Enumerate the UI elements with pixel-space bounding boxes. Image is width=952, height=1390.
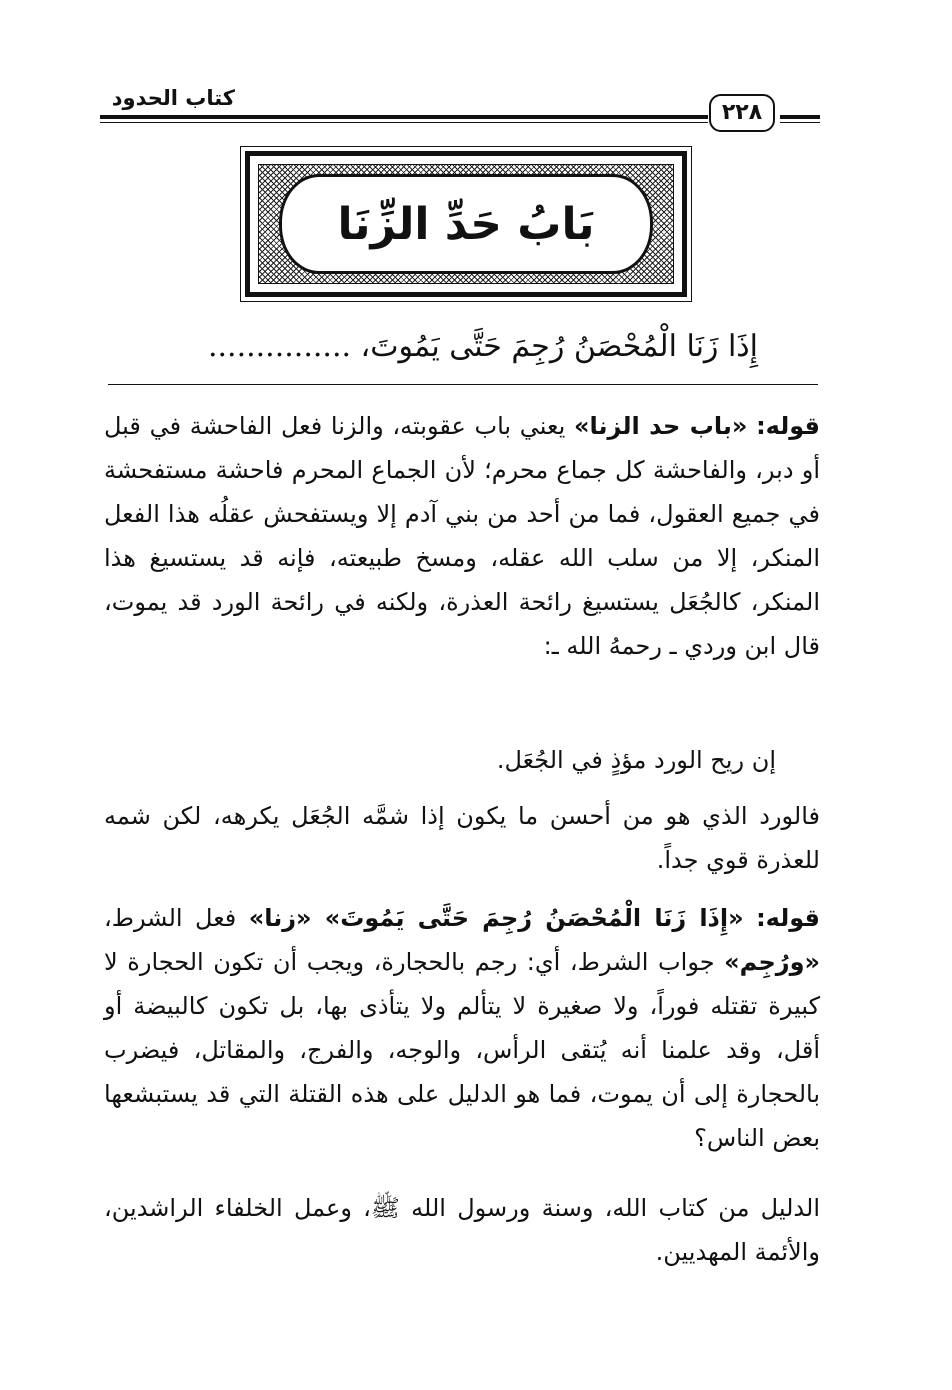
chapter-title-frame <box>240 146 692 302</box>
commentary-paragraph-4 <box>104 1186 820 1274</box>
commentary-paragraph-1 <box>104 404 820 668</box>
paragraph-text: جواب الشرط، أي: رجم بالحجارة، ويجب أن تكون الحجارة لا كبيرة تقتله فوراً، ولا صغيرة لا يتألم ولا يتأذى بها، بل تكون كالبيضة أو أقل، وقد علمنا أنه يُتقى الرأس، والوجه، والفرج، والمقاتل، فيضرب بالحجارة إلى أن يموت، فما هو الدليل على هذه القتلة التي قد يستبشعها بعض الناس؟ <box>104 948 820 1152</box>
paragraph-text: فعل الشرط، <box>104 904 249 932</box>
quoted-word-rujim: «ورُجِم» <box>724 948 820 976</box>
header-rule-right <box>780 115 820 119</box>
header-rule-right-thin <box>780 122 820 123</box>
matn-rule <box>108 384 818 385</box>
page-number: ٢٢٨ <box>709 94 775 132</box>
running-title: كتاب الحدود <box>111 86 235 110</box>
matn-text: إِذَا زَنَا الْمُحْصَنُ رُجِمَ حَتَّى يَمُوتَ، ............... <box>207 329 758 364</box>
header-rule <box>100 115 708 119</box>
header-rule-thin <box>100 122 708 123</box>
commentary-paragraph-2 <box>104 794 820 882</box>
chapter-title: بَابُ حَدِّ الزِّنَا <box>337 199 595 250</box>
paragraph-text: الدليل من كتاب الله، وسنة ورسول الله ﷺ، وعمل الخلفاء الراشدين، والأئمة المهديين. <box>104 1194 820 1266</box>
chapter-title-hatch <box>258 164 674 284</box>
paragraph-text: فالورد الذي هو من أحسن ما يكون إذا شمَّه الجُعَل يكرهه، لكن شمه للعذرة قوي جداً. <box>104 802 820 874</box>
paragraph-lead: قوله: <box>756 904 820 932</box>
chapter-title-border <box>245 151 687 297</box>
commentary-paragraph-3 <box>104 896 820 1160</box>
quoted-matn: «باب حد الزنا» <box>574 412 748 440</box>
quoted-word-zana: «زنا» <box>248 904 325 932</box>
chapter-title-cartouche <box>279 174 653 274</box>
paragraph-text: يعني باب عقوبته، والزنا فعل الفاحشة في قبل أو دبر، والفاحشة كل جماع محرم؛ لأن الجماع المحرم فاحشة مستفحشة في جميع العقول، فما من أحد من بني آدم إلا ويستفحش عقلُه هذا الفعل المنكر، إلا من سلب الله عقله، ومسخ طبيعته، فإنه قد يستسيغ هذا المنكر، كالجُعَل يستسيغ رائحة العذرة، ولكنه في رائحة الورد قد يموت، قال ابن وردي ـ رحمهُ الله ـ: <box>104 412 820 660</box>
quoted-matn: «إِذَا زَنَا الْمُحْصَنُ رُجِمَ حَتَّى يَمُوتَ» <box>324 904 744 932</box>
poetry-verse: إن ريح الورد مؤذٍ في الجُعَل. <box>496 746 776 774</box>
paragraph-lead: قوله: <box>756 412 820 440</box>
